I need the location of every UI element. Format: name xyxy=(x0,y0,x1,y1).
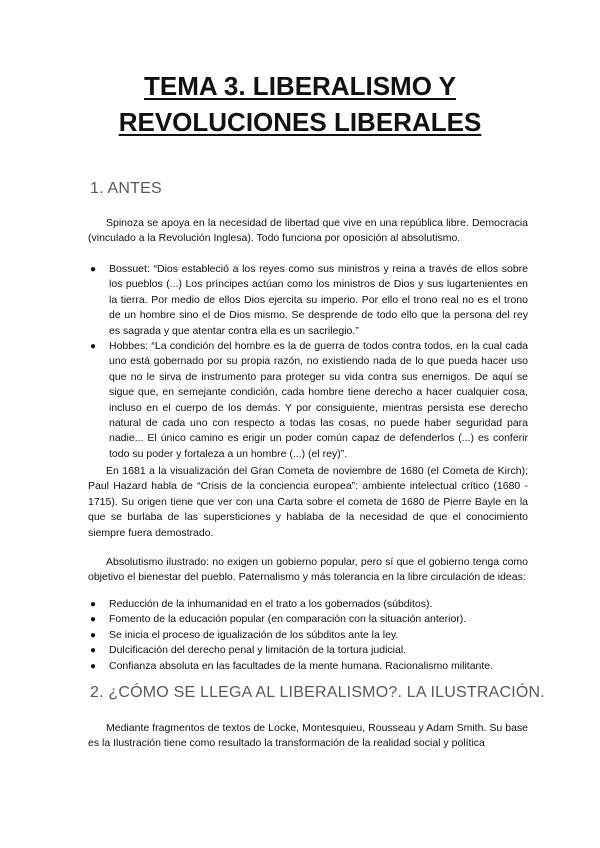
bullet-icon: ● xyxy=(90,629,97,641)
list-item: ● Fomento de la educación popular (en comparación con la situación anterior). xyxy=(88,612,528,627)
section-1-heading: 1. ANTES xyxy=(90,180,162,197)
bullet-icon: ● xyxy=(90,599,97,610)
bullet-icon: ● xyxy=(90,614,97,626)
page-title xyxy=(60,68,540,140)
bullet-icon: ● xyxy=(90,341,97,353)
bullet-icon: ● xyxy=(90,264,97,275)
list-item: ● Se inicia el proceso de igualización de los súbditos ante la ley. xyxy=(88,628,528,643)
absolutismo-list xyxy=(88,597,528,674)
title-line-2: REVOLUCIONES LIBERALES xyxy=(118,107,482,137)
bullet-icon: ● xyxy=(90,660,97,672)
title-line-1: TEMA 3. LIBERALISMO Y xyxy=(143,71,457,101)
list-item xyxy=(88,339,528,462)
bullet-icon: ● xyxy=(90,645,97,657)
section-2-heading: 2. ¿CÓMO SE LLEGA AL LIBERALISMO?. LA ILUSTRACIÓN. xyxy=(90,684,545,701)
section-1-intro: Spinoza se apoya en la necesidad de libertad que vive en una república libre. Democracia (vinculado a la Revolución Inglesa). Todo funciona por oposición al absolutismo. xyxy=(88,217,528,245)
list-item: ● Reducción de la inhumanidad en el trato a los gobernados (súbditos). xyxy=(88,597,528,612)
quote-bossuet: Bossuet: “Dios estableció a los reyes como sus ministros y reina a través de ellos sobre los pueblos (...) Los príncipes actúan como los ministros de Dios y sus lugartenientes en la tierra. Por medio de ellos Dios ejercita su imperio. Por ello el trono real no es el trono de un hombre sino el de Dios mismo. Se desprende de todo ello que la persona del rey es sagrada y que atentar contra ella es un sacrilegio.” xyxy=(109,263,528,337)
comet-paragraph: En 1681 a la visualización del Gran Cometa de noviembre de 1680 (el Cometa de Kirch); Paul Hazard habla de “Crisis de la conciencia europea”: ambiente intelectual crítico (1680 - 1715). Su origen tiene que ver con una Carta sobre el cometa de 1680 de Pierre Bayle en la que se burlaba de las supersticiones y hablaba de la necesidad de que el conocimiento siempre fuera demostrado. xyxy=(88,465,528,539)
list-item: ● Dulcificación del derecho penal y limitación de la tortura judicial. xyxy=(88,643,528,658)
section-2-intro: Mediante fragmentos de textos de Locke, Montesquieu, Rousseau y Adam Smith. Su base es la Ilustración tiene como resultado la transformación de la realidad social y política xyxy=(88,722,528,750)
section-1-quotes-list xyxy=(88,262,528,462)
quote-hobbes: Hobbes: “La condición del hombre es la de guerra de todos contra todos, en la cual cada uno está gobernado por su propia razón, no existiendo nada de lo que pueda hacer uso que no le sirva de instrumento para proteger su vida contra sus enemigos. De aquí se sigue que, en semejante condición, cada hombre tiene derecho a hacer cualquier cosa, incluso en el cuerpo de los demás. Y por consiguiente, mientras persista ese derecho natural de cada uno con respecto a todas las cosas, no puede haber seguridad para nadie... El único camino es erigir un poder común capaz de defenderlos (...) es conferir todo su poder y fortaleza a un hombre (...) (el rey)”. xyxy=(109,340,528,460)
list-item: ● Confianza absoluta en las facultades de la mente humana. Racionalismo militante. xyxy=(88,659,528,674)
absolutismo-paragraph: Absolutismo ilustrado: no exigen un gobierno popular, pero sí que el gobierno tenga como objetivo el bienestar del pueblo. Paternalismo y más tolerancia en la libre circulación de ideas: xyxy=(88,556,528,584)
list-item xyxy=(88,262,528,339)
